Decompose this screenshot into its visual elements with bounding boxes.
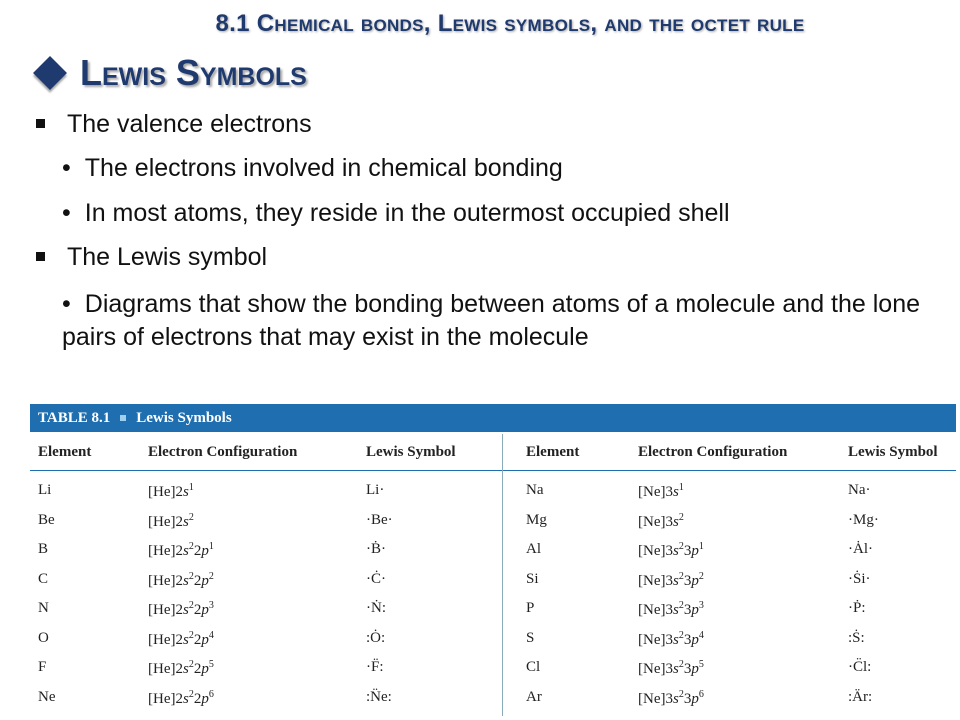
sub-bullet-2	[62, 199, 730, 228]
heading-text: Lewis Symbols	[80, 52, 307, 93]
config-cell: $[Ne]3s^23p^5$	[638, 659, 704, 677]
config-cell: $[Ne]3s^23p^4$	[638, 629, 704, 648]
column-divider	[502, 434, 503, 716]
diamond-bullet-icon	[33, 56, 67, 90]
element-cell: Ne	[38, 688, 56, 705]
section-heading	[32, 52, 307, 94]
lewis-symbol-cell: ·Ṗ:	[848, 600, 866, 616]
square-bullet-icon	[36, 252, 45, 261]
bullet-text: In most atoms, they reside in the outermost occupied shell	[84, 199, 730, 227]
config-cell: $[He]2s^22p^2$	[148, 570, 214, 589]
table-caption	[30, 404, 956, 432]
element-cell: N	[38, 600, 49, 616]
config-cell: $[He]2s^1$	[148, 482, 194, 500]
element-cell: O	[38, 629, 49, 646]
lewis-symbol-cell: ·Be·	[366, 511, 393, 528]
config-cell: $[Ne]3s^23p^2$	[638, 570, 704, 589]
config-cell: $[He]2s^22p^6$	[148, 688, 214, 707]
sub-bullet-3	[62, 288, 922, 354]
column-header: Element	[526, 444, 580, 460]
slide-title: 8.1 Chemical bonds, Lewis symbols, and the octet rule	[215, 10, 805, 37]
column-header: Lewis Symbol	[366, 444, 456, 460]
lewis-symbol-cell: :N̈e:	[366, 688, 392, 705]
config-cell: $[He]2s^22p^1$	[148, 541, 214, 559]
config-cell: $[Ne]3s^23p^1$	[638, 541, 704, 559]
config-cell: $[Ne]3s^23p^6$	[638, 688, 704, 707]
lewis-symbol-cell: :Är:	[848, 688, 873, 705]
config-cell: $[He]2s^22p^5$	[148, 659, 214, 677]
sub-bullet-1	[62, 154, 563, 183]
element-cell: Mg	[526, 511, 547, 528]
bullet-text: The electrons involved in chemical bonding	[84, 154, 563, 182]
config-cell: $[Ne]3s^1$	[638, 482, 684, 500]
element-cell: P	[526, 600, 535, 616]
config-cell: $[Ne]3s^2$	[638, 511, 684, 530]
lewis-symbol-cell: ·Ċ·	[366, 570, 386, 587]
element-cell: Be	[38, 511, 55, 528]
element-cell: Al	[526, 541, 541, 557]
header-rule	[30, 470, 956, 471]
element-cell: C	[38, 570, 49, 587]
lewis-symbols-table	[30, 404, 956, 716]
element-cell: Li	[38, 482, 52, 498]
lewis-symbol-cell: ·Mg·	[848, 511, 879, 528]
bullet-lewis	[36, 243, 267, 272]
lewis-symbol-cell: :Ṡ:	[848, 629, 865, 646]
lewis-symbol-cell: ·F̈:	[366, 659, 384, 675]
column-header: Lewis Symbol	[848, 444, 938, 460]
element-cell: Na	[526, 482, 544, 498]
lewis-symbol-cell: ·Ṡi·	[848, 570, 871, 587]
lewis-symbol-cell: ·C̈l:	[848, 659, 872, 675]
bullet-text: Diagrams that show the bonding between atoms of a molecule and the lone pairs of electrons that may exist in the molecule	[62, 290, 921, 351]
dot-bullet-icon: •	[62, 199, 71, 227]
lewis-symbol-cell: Li·	[366, 482, 385, 498]
element-cell: Si	[526, 570, 539, 587]
table-title: Lewis Symbols	[136, 409, 232, 426]
lewis-symbol-cell: ·Ȧl·	[848, 541, 873, 557]
column-header: Electron Configuration	[638, 444, 788, 460]
column-header: Element	[38, 444, 92, 460]
config-cell: $[He]2s^2$	[148, 511, 194, 530]
lewis-symbol-cell: ·Ṅ:	[366, 600, 386, 616]
config-cell: $[He]2s^22p^4$	[148, 629, 214, 648]
lewis-symbol-cell: Na·	[848, 482, 871, 498]
column-header: Electron Configuration	[148, 444, 298, 460]
element-cell: Cl	[526, 659, 541, 675]
config-cell: $[Ne]3s^23p^3$	[638, 600, 704, 618]
config-cell: $[He]2s^22p^3$	[148, 600, 214, 618]
table-number: TABLE 8.1	[38, 409, 111, 426]
square-bullet-icon	[36, 119, 45, 128]
table-body	[30, 432, 956, 716]
bullet-valence	[36, 110, 312, 139]
lewis-symbol-cell: ·Ḃ·	[366, 541, 386, 557]
bullet-text: The valence electrons	[67, 110, 312, 138]
lewis-symbol-cell: :Ȯ:	[366, 629, 386, 646]
element-cell: Ar	[526, 688, 542, 705]
bullet-text: The Lewis symbol	[67, 243, 268, 271]
element-cell: F	[38, 659, 47, 675]
element-cell: B	[38, 541, 49, 557]
dot-bullet-icon: •	[62, 290, 71, 318]
dot-bullet-icon: •	[62, 154, 71, 182]
caption-separator-icon	[120, 415, 126, 421]
element-cell: S	[526, 629, 535, 646]
